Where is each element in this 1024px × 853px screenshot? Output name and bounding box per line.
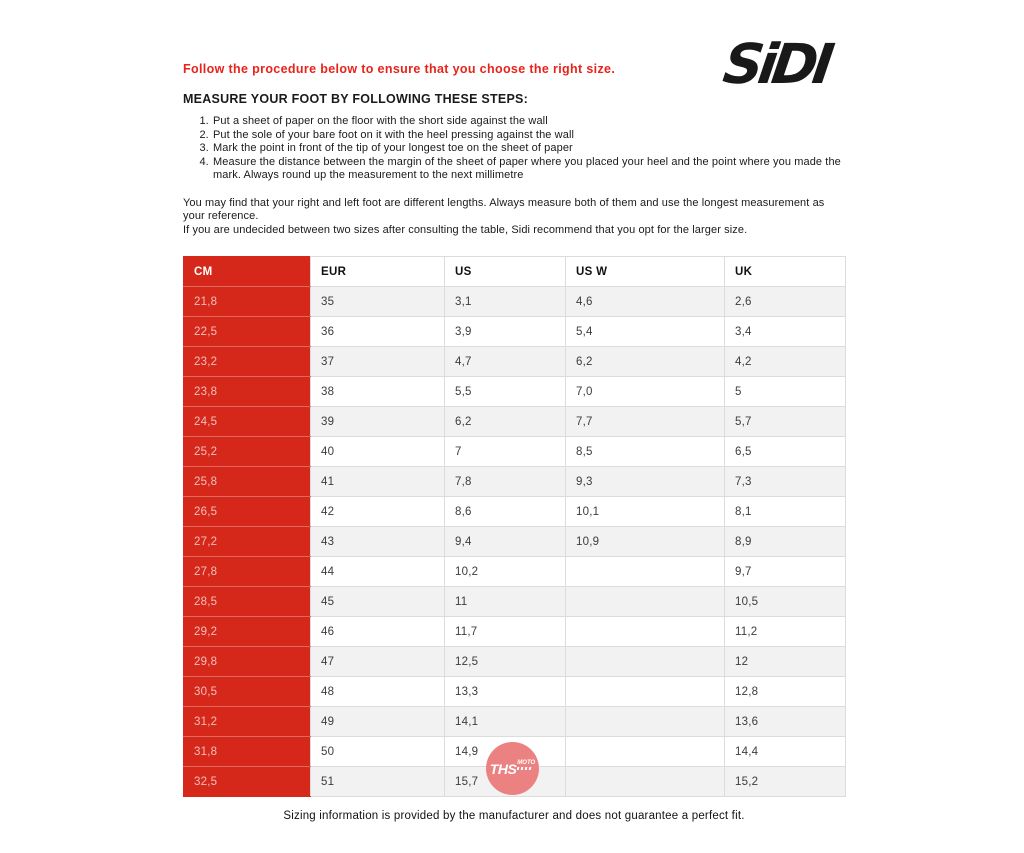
cm-cell: 31,2	[184, 707, 311, 737]
size-cell: 6,2	[566, 347, 725, 377]
size-cell: 10,2	[445, 557, 566, 587]
size-cell: 10,1	[566, 497, 725, 527]
step-item-3: 3. Mark the point in front of the tip of your longest toe on the sheet of paper	[212, 142, 845, 156]
size-cell: 43	[311, 527, 445, 557]
cm-cell: 30,5	[184, 677, 311, 707]
table-row	[184, 347, 846, 377]
size-cell: 6,2	[445, 407, 566, 437]
size-cell: 50	[311, 737, 445, 767]
size-cell: 10,9	[566, 527, 725, 557]
col-header-eur: EUR	[311, 257, 445, 287]
cm-cell: 21,8	[184, 287, 311, 317]
size-cell: 9,7	[725, 557, 846, 587]
size-cell: 11,7	[445, 617, 566, 647]
size-cell: 47	[311, 647, 445, 677]
size-cell	[566, 767, 725, 797]
size-cell: 14,1	[445, 707, 566, 737]
step-item-1: 1. Put a sheet of paper on the floor with the short side against the wall	[212, 115, 845, 129]
table-row	[184, 497, 846, 527]
cm-cell: 25,2	[184, 437, 311, 467]
size-cell: 2,6	[725, 287, 846, 317]
size-cell: 9,3	[566, 467, 725, 497]
cm-cell: 32,5	[184, 767, 311, 797]
note-larger-size: If you are undecided between two sizes after consulting the table, Sidi recommend that you opt for the larger size.	[183, 223, 748, 236]
size-cell: 4,6	[566, 287, 725, 317]
cm-cell: 26,5	[184, 497, 311, 527]
table-header-row	[184, 257, 846, 287]
size-cell: 11,2	[725, 617, 846, 647]
table-row	[184, 407, 846, 437]
footer-disclaimer: Sizing information is provided by the manufacturer and does not guarantee a perfect fit.	[283, 810, 745, 823]
size-cell: 13,3	[445, 677, 566, 707]
size-cell	[566, 557, 725, 587]
size-cell: 44	[311, 557, 445, 587]
size-cell	[566, 617, 725, 647]
size-cell	[566, 587, 725, 617]
watermark-moto-block	[517, 760, 535, 770]
size-cell: 8,1	[725, 497, 846, 527]
cm-cell: 29,2	[184, 617, 311, 647]
cm-cell: 29,8	[184, 647, 311, 677]
table-row	[184, 587, 846, 617]
size-cell: 8,5	[566, 437, 725, 467]
size-cell: 11	[445, 587, 566, 617]
size-cell: 6,5	[725, 437, 846, 467]
size-cell: 7,0	[566, 377, 725, 407]
size-cell	[566, 677, 725, 707]
cm-cell: 25,8	[184, 467, 311, 497]
table-row	[184, 437, 846, 467]
size-cell: 4,2	[725, 347, 846, 377]
intro-heading: Follow the procedure below to ensure that you choose the right size.	[183, 62, 616, 76]
size-cell: 5,4	[566, 317, 725, 347]
table-row	[184, 527, 846, 557]
cm-cell: 27,2	[184, 527, 311, 557]
step-item-4: 4. Measure the distance between the margin of the sheet of paper where you placed your heel and the point where you made the mark. Always round up the measurement to the next millimetre	[212, 156, 845, 183]
size-cell: 7	[445, 437, 566, 467]
watermark-stripes-decoration	[517, 767, 533, 770]
cm-cell: 22,5	[184, 317, 311, 347]
watermark-moto-text: MOTO	[517, 760, 536, 766]
size-cell: 13,6	[725, 707, 846, 737]
size-table-body	[184, 287, 846, 797]
col-header-cm: CM	[184, 257, 311, 287]
size-cell: 9,4	[445, 527, 566, 557]
size-conversion-table	[183, 256, 846, 797]
size-cell: 36	[311, 317, 445, 347]
table-row	[184, 377, 846, 407]
size-cell: 45	[311, 587, 445, 617]
cm-cell: 24,5	[184, 407, 311, 437]
watermark-ths-text: THS	[489, 760, 517, 777]
step-item-2: 2. Put the sole of your bare foot on it with the heel pressing against the wall	[212, 129, 845, 143]
col-header-uk: UK	[725, 257, 846, 287]
size-cell: 37	[311, 347, 445, 377]
size-cell: 14,4	[725, 737, 846, 767]
size-cell: 10,5	[725, 587, 846, 617]
cm-cell: 28,5	[184, 587, 311, 617]
size-cell: 42	[311, 497, 445, 527]
size-cell	[566, 707, 725, 737]
size-cell: 48	[311, 677, 445, 707]
table-row	[184, 317, 846, 347]
size-cell: 41	[311, 467, 445, 497]
cm-cell: 23,2	[184, 347, 311, 377]
size-cell: 8,6	[445, 497, 566, 527]
size-cell: 39	[311, 407, 445, 437]
size-cell: 3,9	[445, 317, 566, 347]
size-cell	[566, 737, 725, 767]
table-row	[184, 287, 846, 317]
table-row	[184, 617, 846, 647]
size-cell: 35	[311, 287, 445, 317]
size-cell: 3,1	[445, 287, 566, 317]
size-cell: 46	[311, 617, 445, 647]
cm-cell: 31,8	[184, 737, 311, 767]
steps-list	[183, 115, 845, 183]
size-cell: 5,5	[445, 377, 566, 407]
size-cell: 12,5	[445, 647, 566, 677]
size-cell: 7,8	[445, 467, 566, 497]
cm-cell: 23,8	[184, 377, 311, 407]
table-row	[184, 467, 846, 497]
size-cell: 12,8	[725, 677, 846, 707]
size-cell: 14,9	[445, 737, 566, 767]
table-row	[184, 647, 846, 677]
size-cell: 5,7	[725, 407, 846, 437]
steps-heading: MEASURE YOUR FOOT BY FOLLOWING THESE STEPS:	[183, 92, 529, 106]
ths-moto-watermark	[486, 742, 539, 795]
size-cell: 49	[311, 707, 445, 737]
size-cell: 7,3	[725, 467, 846, 497]
sidi-logo-text: SiDI	[719, 32, 834, 96]
size-cell: 4,7	[445, 347, 566, 377]
table-row	[184, 707, 846, 737]
size-cell: 7,7	[566, 407, 725, 437]
note-measure-both: You may find that your right and left foot are different lengths. Always measure both of them and use the longest measurement as your reference.	[183, 196, 825, 223]
table-row	[184, 557, 846, 587]
size-cell: 15,7	[445, 767, 566, 797]
size-cell: 51	[311, 767, 445, 797]
document-content	[183, 0, 845, 822]
size-cell: 40	[311, 437, 445, 467]
cm-cell: 27,8	[184, 557, 311, 587]
size-cell: 8,9	[725, 527, 846, 557]
col-header-usw: US W	[566, 257, 725, 287]
table-row	[184, 677, 846, 707]
size-cell: 15,2	[725, 767, 846, 797]
size-cell: 38	[311, 377, 445, 407]
col-header-us: US	[445, 257, 566, 287]
size-cell	[566, 647, 725, 677]
size-cell: 3,4	[725, 317, 846, 347]
size-cell: 12	[725, 647, 846, 677]
size-cell: 5	[725, 377, 846, 407]
